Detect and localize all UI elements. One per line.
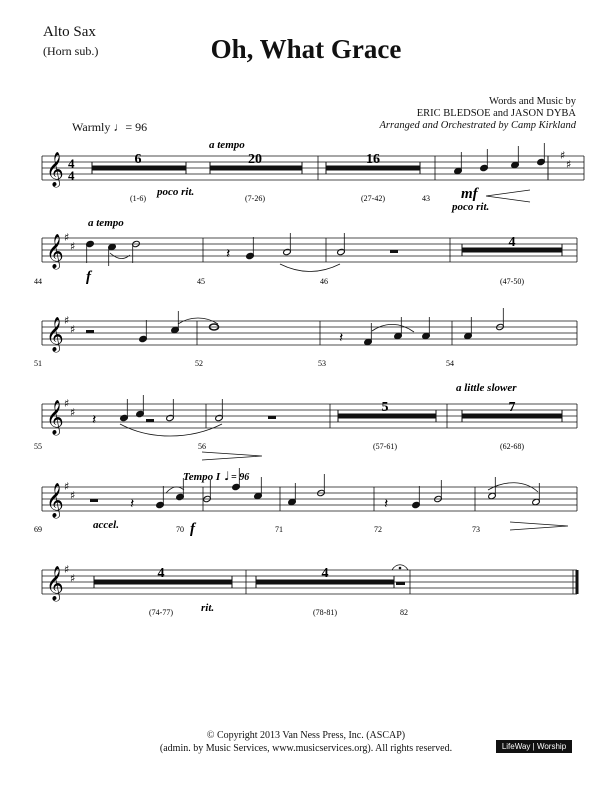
instrument-name: Alto Sax: [43, 24, 96, 40]
multirest-count-5: 5: [381, 400, 389, 415]
half-rest: [390, 250, 398, 253]
marking-tempo-primo: Tempo I: [183, 471, 221, 483]
quarter-rest-icon: 𝄽: [384, 496, 389, 512]
marking-poco-rit-1: poco rit.: [157, 186, 195, 198]
multirest-range-7: (74-77): [149, 608, 173, 617]
measure-number-82: 82: [400, 608, 408, 617]
measure-number-55: 55: [34, 442, 42, 451]
multirest-range-1: (1-6): [130, 194, 146, 203]
publisher-logo: LifeWay | Worship: [496, 740, 572, 753]
half-rest: [86, 330, 94, 333]
quarter-note-icon: ♩: [113, 120, 126, 134]
tempo-text: Warmly: [72, 120, 111, 134]
treble-clef-icon: 𝄞: [46, 317, 64, 352]
time-signature-digit: 4: [68, 168, 75, 183]
marking-accel: accel.: [93, 519, 119, 531]
measure-number-43: 43: [422, 194, 430, 203]
marking-poco-rit-2: poco rit.: [452, 201, 490, 213]
measure-number-72: 72: [374, 525, 382, 534]
sharp-icon: ♯: [566, 158, 572, 171]
quarter-rest-icon: 𝄽: [130, 496, 135, 512]
quarter-rest-icon: 𝄽: [339, 330, 344, 346]
quarter-note-icon: ♩: [224, 469, 230, 483]
measure-number-73: 73: [472, 525, 480, 534]
song-title: Oh, What Grace: [210, 34, 402, 64]
measure-number-69: 69: [34, 525, 42, 534]
sharp-icon: ♯: [70, 240, 76, 253]
tempo-primo-value: = 96: [231, 472, 250, 483]
credits-words-music: Words and Music by: [489, 96, 576, 107]
multirest-count-6: 7: [508, 400, 516, 415]
treble-clef-icon: 𝄞: [46, 152, 64, 187]
instrument-substitute: (Horn sub.): [43, 44, 99, 58]
decrescendo-hairpin-2: [510, 522, 568, 530]
half-rest: [268, 416, 276, 419]
footer-rights: (admin. by Music Services, www.musicservices.org). All rights reserved.: [159, 743, 453, 754]
sharp-icon: ♯: [70, 572, 76, 585]
measure-number-53: 53: [318, 359, 326, 368]
marking-rit: rit.: [201, 602, 215, 614]
multirest-count-4: 4: [508, 235, 516, 250]
multirest-range-6: (62-68): [500, 442, 524, 451]
measure-number-46: 46: [320, 277, 328, 286]
sharp-icon: ♯: [64, 397, 70, 410]
decrescendo-hairpin-1: [202, 452, 262, 460]
quarter-rest-icon: 𝄽: [92, 412, 97, 428]
slur-69: [166, 487, 184, 493]
measure-number-70: 70: [176, 525, 184, 534]
dynamic-f-2: f: [190, 521, 195, 537]
treble-clef-icon: 𝄞: [46, 234, 64, 269]
marking-a-tempo-1: a tempo: [209, 139, 245, 151]
measure-number-44: 44: [34, 277, 42, 286]
treble-clef-icon: 𝄞: [46, 566, 64, 601]
marking-a-little-slower: a little slower: [456, 382, 517, 394]
multirest-count-7: 4: [157, 566, 165, 581]
half-rest: [90, 499, 98, 502]
slur-53: [372, 324, 414, 332]
sharp-icon: ♯: [560, 149, 566, 162]
whole-rest: [396, 582, 405, 585]
marking-a-tempo-2: a tempo: [88, 217, 124, 229]
multirest-count-2: 20: [248, 152, 262, 167]
multirest-range-3: (27-42): [361, 194, 385, 203]
multirest-count-8: 4: [321, 566, 329, 581]
multirest-range-8: (78-81): [313, 608, 337, 617]
dynamic-mf: mf: [461, 186, 478, 202]
fermata-dot: [399, 567, 402, 570]
multirest-range-2: (7-26): [245, 194, 265, 203]
footer-copyright: © Copyright 2013 Van Ness Press, Inc. (ASCAP): [206, 730, 406, 741]
sharp-icon: ♯: [64, 314, 70, 327]
sharp-icon: ♯: [70, 323, 76, 336]
sharp-icon: ♯: [64, 563, 70, 576]
measure-number-56: 56: [198, 442, 206, 451]
time-signature-digit: 4: [68, 156, 75, 171]
slur-55-56: [120, 424, 222, 436]
dynamic-f-1: f: [86, 269, 91, 285]
sharp-icon: ♯: [70, 489, 76, 502]
tempo-value: = 96: [125, 120, 148, 134]
multirest-count-3: 16: [366, 152, 380, 167]
treble-clef-icon: 𝄞: [46, 483, 64, 518]
crescendo-hairpin: [486, 190, 530, 202]
measure-number-71: 71: [275, 525, 283, 534]
multirest-range-5: (57-61): [373, 442, 397, 451]
sharp-icon: ♯: [70, 406, 76, 419]
multirest-count-1: 6: [134, 152, 142, 167]
measure-number-45: 45: [197, 277, 205, 286]
sharp-icon: ♯: [64, 480, 70, 493]
credits-composers: ERIC BLEDSOE and JASON DYBA: [416, 108, 576, 119]
credits-arranger: Arranged and Orchestrated by Camp Kirkland: [379, 120, 576, 131]
treble-clef-icon: 𝄞: [46, 400, 64, 435]
sharp-icon: ♯: [64, 231, 70, 244]
half-rest: [146, 419, 154, 422]
measure-number-54: 54: [446, 359, 454, 368]
multirest-range-4: (47-50): [500, 277, 524, 286]
tie-45-46: [280, 264, 340, 272]
measure-number-51: 51: [34, 359, 42, 368]
quarter-rest-icon: 𝄽: [226, 246, 231, 262]
measure-number-52: 52: [195, 359, 203, 368]
